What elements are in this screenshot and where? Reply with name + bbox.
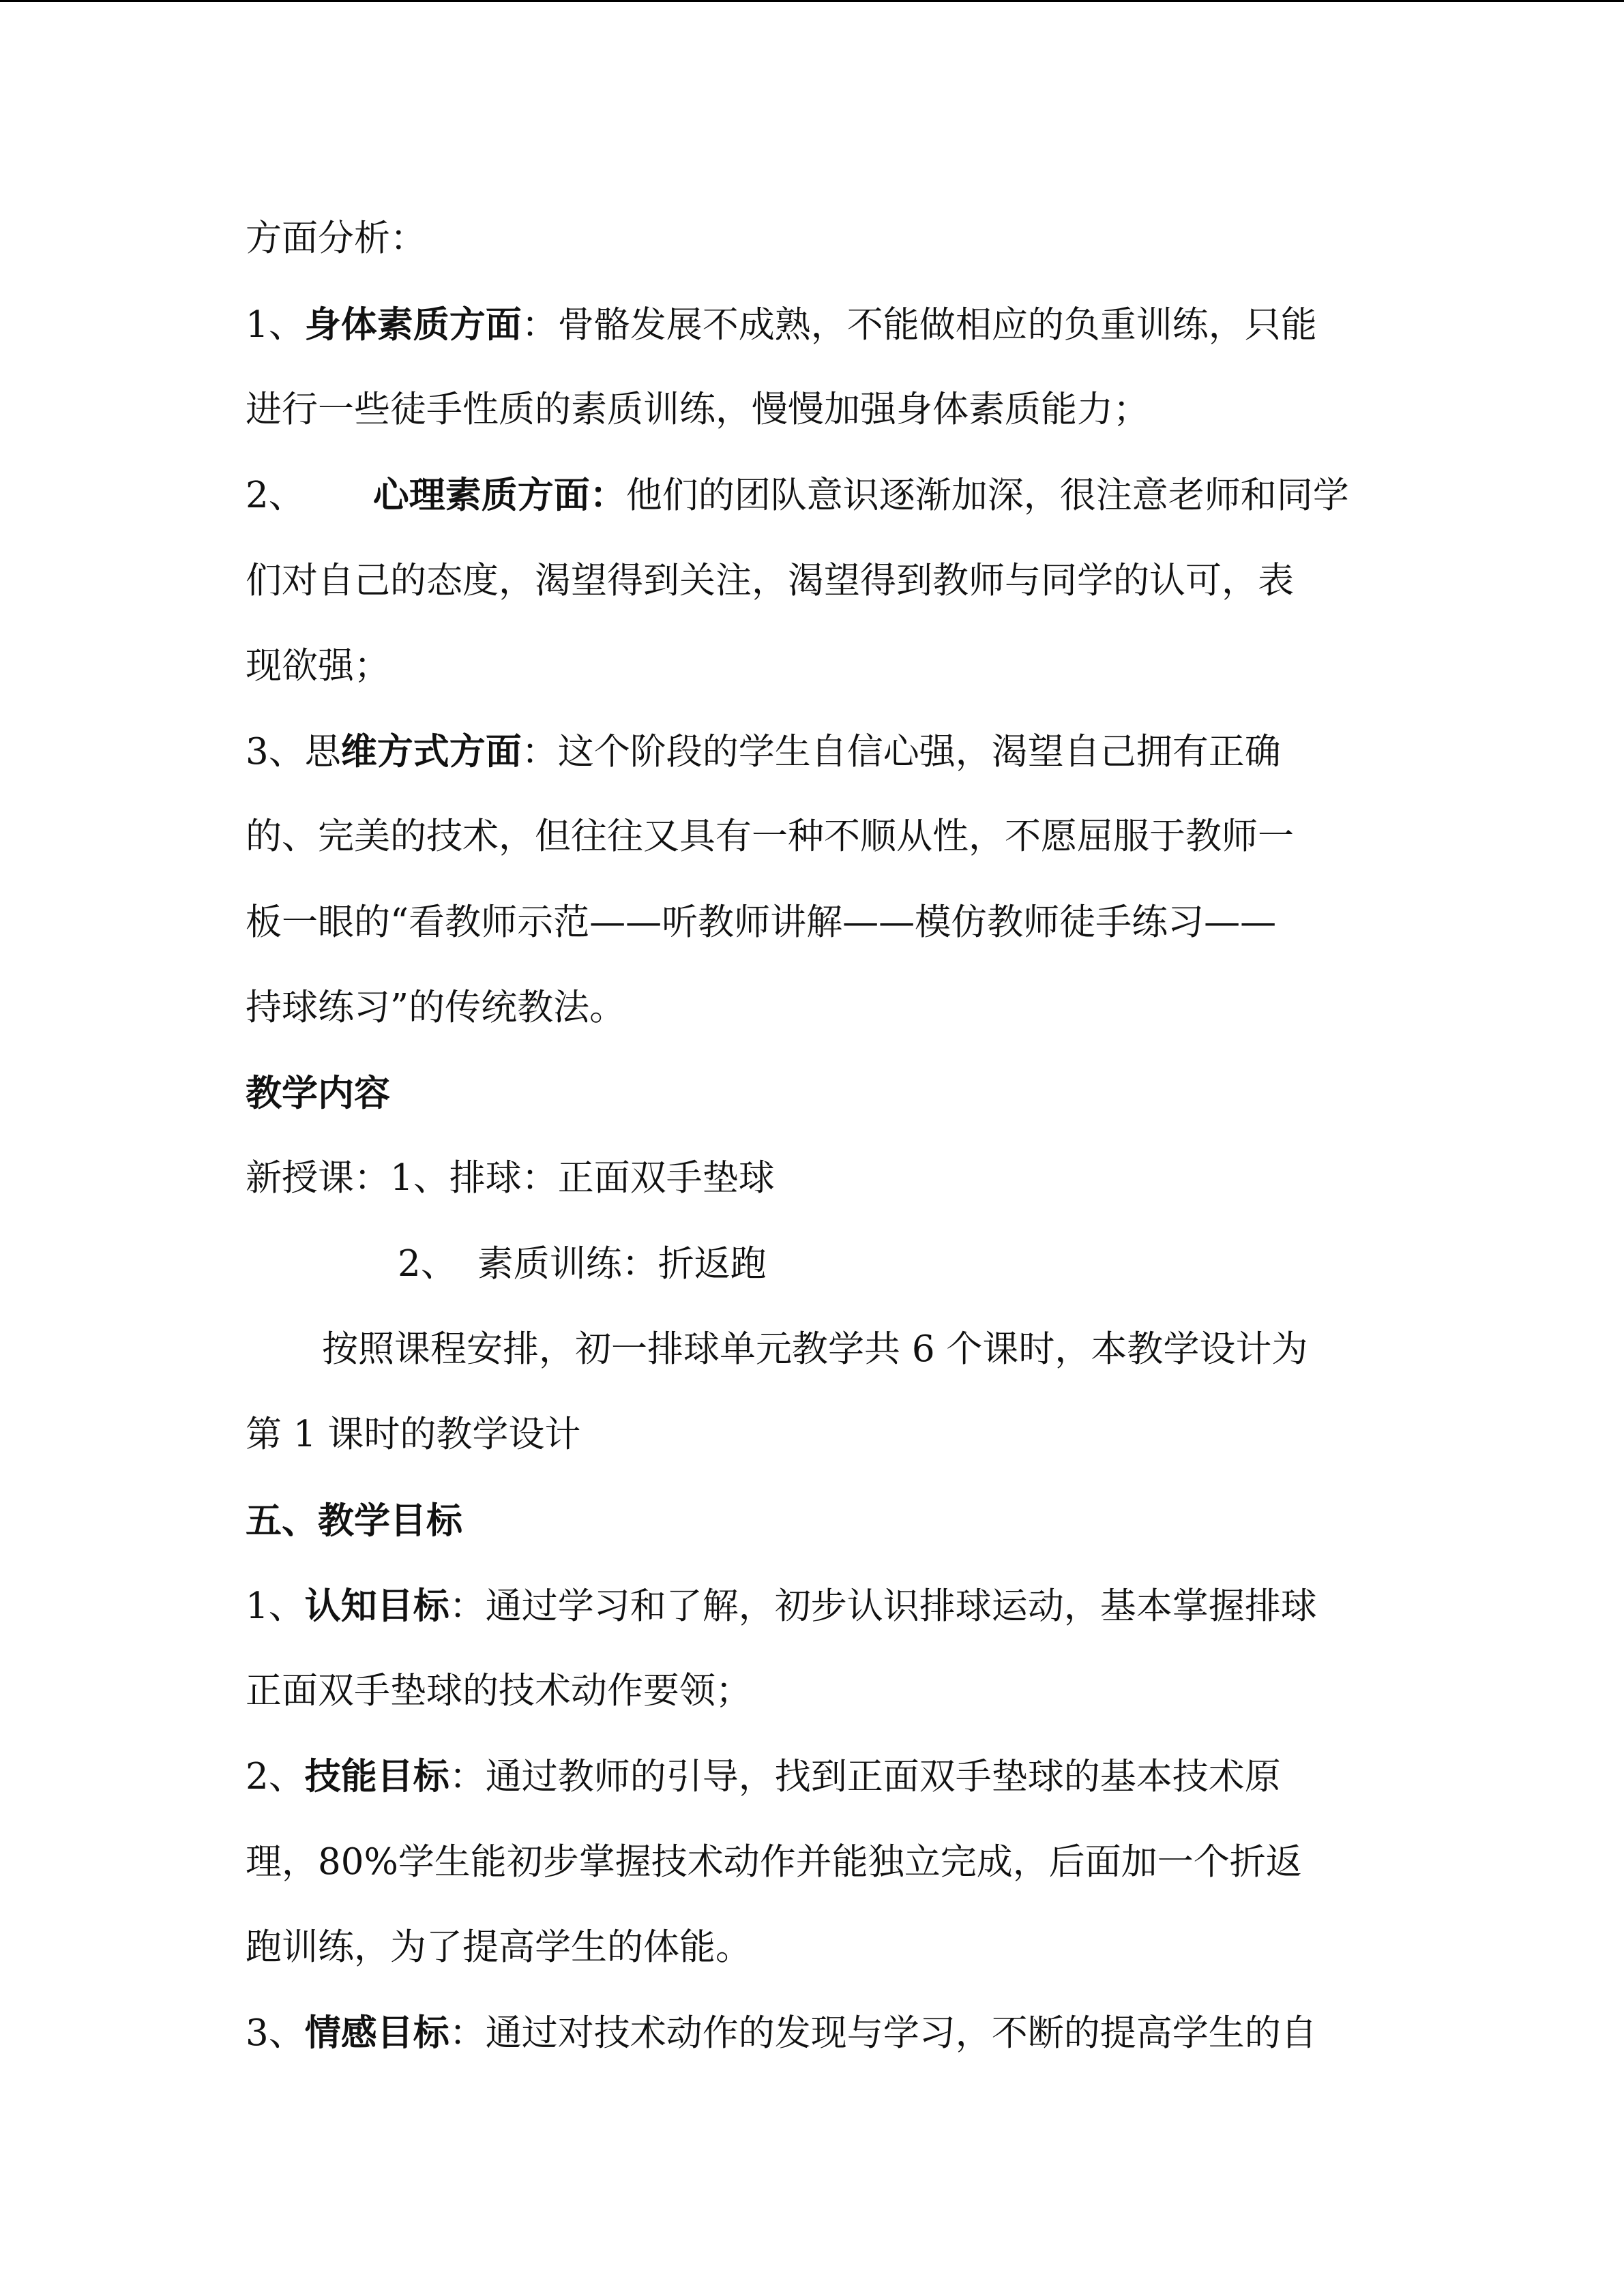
objective-affective	[246, 2011, 1317, 2055]
item-number: 2、	[246, 1756, 305, 1798]
line-text: 进行一些徒手性质的素质训练，慢慢加强身体素质能力；	[246, 389, 1149, 430]
line-text: 板一眼的“看教师示范——听教师讲解——模仿教师徒手练习——	[246, 901, 1277, 943]
heading-text: 五、教学目标	[246, 1500, 462, 1542]
psych-item-mental	[246, 473, 1349, 517]
item-number: 2、	[246, 475, 305, 516]
paragraph-line	[246, 901, 1276, 944]
heading-text: 教学内容	[246, 1072, 390, 1114]
paragraph-line	[246, 388, 1149, 432]
paragraph-line	[246, 644, 390, 688]
line-text: 第 1 课时的教学设计	[246, 1414, 581, 1455]
line-text: 正面双手垫球的技术动作要领；	[246, 1670, 752, 1712]
line-text: 跑训练，为了提高学生的体能。	[246, 1926, 752, 1968]
line-text: 理，80%学生能初步掌握技术动作并能独立完成，后面加一个折返	[246, 1841, 1302, 1883]
item-text: ：通过学习和了解，初步认识排球运动，基本掌握排球	[449, 1585, 1317, 1627]
item-text: ：通过对技术动作的发现与学习，不断的提高学生的自	[449, 2012, 1317, 2054]
item-text: 他们的团队意识逐渐加深，很注意老师和同学	[625, 475, 1349, 516]
line-text: 现欲强；	[246, 645, 390, 687]
paragraph-line	[246, 1669, 752, 1713]
objective-cognitive	[246, 1584, 1317, 1628]
section-heading-objectives	[246, 1499, 462, 1542]
line-text: 们对自己的态度，渴望得到关注，渴望得到教师与同学的认可，表	[246, 560, 1294, 601]
line-text: 方面分析：	[246, 218, 426, 259]
new-lesson-line	[246, 1157, 775, 1200]
item-number: 3、思	[246, 731, 341, 773]
paragraph-line	[322, 1328, 1308, 1371]
item-heading: 身体素质方面	[304, 303, 522, 346]
objective-skill	[246, 1755, 1281, 1798]
line-text: 按照课程安排，初一排球单元教学共 6 个课时，本教学设计为	[322, 1328, 1308, 1370]
page-top-border	[0, 0, 1624, 2]
item-heading: 认知目标	[304, 1585, 449, 1627]
item-number: 1、	[246, 1585, 305, 1627]
item-heading: 技能目标	[304, 1755, 449, 1798]
new-lesson-line-2	[398, 1242, 767, 1286]
line-text: 的、完美的技术，但往往又具有一种不顺从性，不愿屈服于教师一	[246, 816, 1294, 857]
paragraph-line	[246, 217, 426, 260]
item-text: ：通过教师的引导，找到正面双手垫球的基本技术原	[449, 1756, 1281, 1798]
paragraph-line	[246, 815, 1294, 859]
psych-item-physical	[246, 303, 1317, 346]
item-text: ：骨骼发展不成熟，不能做相应的负重训练，只能	[521, 304, 1317, 346]
paragraph-line	[246, 559, 1294, 603]
paragraph-line	[246, 986, 625, 1030]
item-heading: 情感目标	[304, 2012, 449, 2054]
item-heading: 心理素质方面：	[372, 474, 626, 516]
item-heading: 维方式方面	[340, 730, 522, 773]
line-text: 持球练习”的传统教法。	[246, 987, 626, 1028]
item-text: ：这个阶段的学生自信心强，渴望自己拥有正确	[521, 731, 1281, 773]
item-number: 1、	[246, 304, 305, 346]
line-text: 素质训练：折返跑	[477, 1243, 767, 1285]
section-heading-content	[246, 1071, 390, 1115]
item-number: 2、	[398, 1243, 457, 1285]
line-text: 新授课：1、排球：正面双手垫球	[246, 1157, 775, 1199]
psych-item-thinking	[246, 730, 1281, 773]
paragraph-line	[246, 1926, 752, 1969]
item-number: 3、	[246, 2012, 305, 2054]
paragraph-line	[246, 1840, 1302, 1884]
paragraph-line	[246, 1413, 580, 1457]
